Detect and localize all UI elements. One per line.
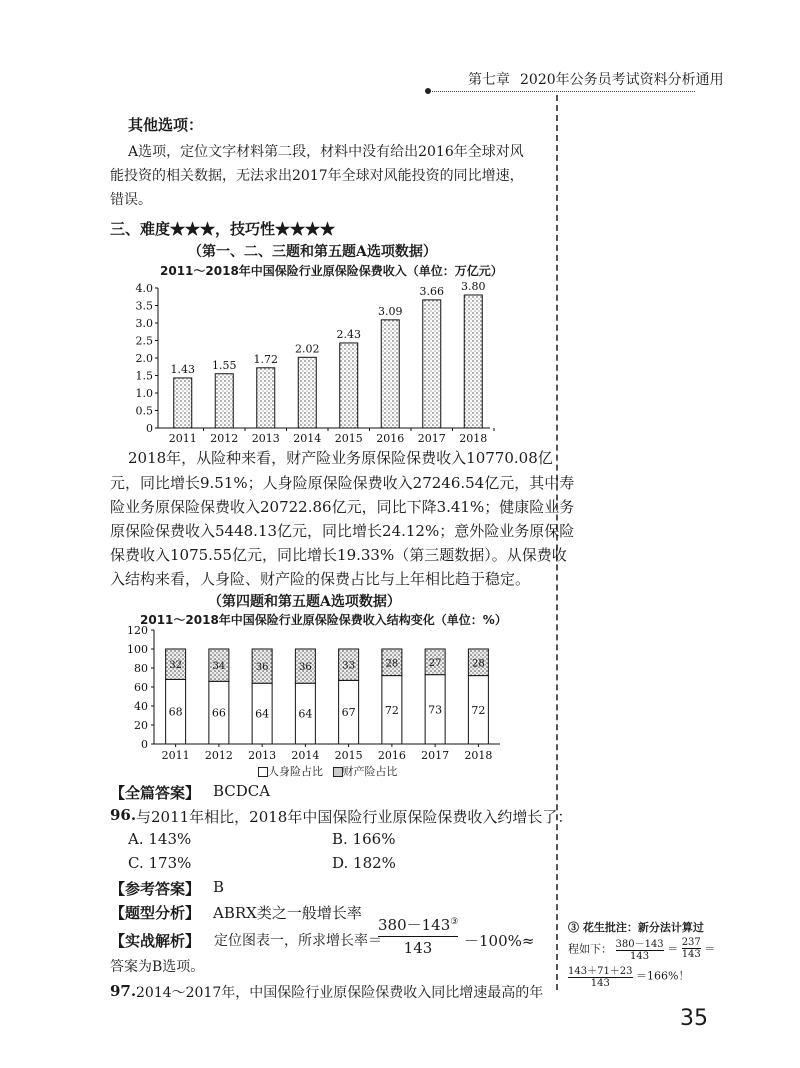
- chart2-x-tick-label: 2014: [291, 749, 320, 762]
- chart2-y-tick-label: 100: [127, 643, 148, 656]
- chart1-bar: [257, 368, 275, 428]
- text-line-2: 元，同比增长9.51%；人身险原保险保费收入27246.54亿元，其中寿: [110, 474, 575, 492]
- chart1-y-tick-label: 1.5: [135, 369, 153, 383]
- q96-option-a: A. 143%: [128, 830, 192, 848]
- chart2-x-tick-label: 2011: [161, 749, 190, 762]
- side-note-title: ③ 花生批注：新分法计算过: [568, 921, 704, 934]
- chart1-bar: [215, 374, 233, 428]
- q96-type-value: ABRX类之一般增长率: [213, 904, 362, 922]
- section-heading: 三、难度★★★，技巧性★★★★: [110, 220, 336, 238]
- side-frac2-num: 237: [681, 937, 701, 948]
- chart1-bar: [174, 378, 192, 428]
- chart2-x-tick-label: 2017: [421, 749, 450, 762]
- chart1-y-tick-label: 4.0: [135, 282, 153, 295]
- q97-number: 97.: [110, 982, 137, 1000]
- chart1-value-label: 1.72: [253, 352, 278, 366]
- chart1-y-tick-label: 0: [146, 422, 153, 435]
- chart1-y-tick-label: 2.5: [135, 334, 153, 348]
- side-note-eq1: ＝: [667, 942, 679, 956]
- q96-type-label: 【题型分析】: [110, 904, 201, 922]
- chart2-value-person: 68: [168, 705, 183, 719]
- side-frac3-num: 143＋71＋23: [568, 962, 633, 978]
- chart1-bar: [464, 295, 482, 428]
- chart2-value-property: 34: [212, 661, 226, 673]
- chart2-y-tick-label: 80: [134, 662, 148, 675]
- chart1-y-tick-label: 2.0: [135, 352, 153, 365]
- chart1-y-tick-label: 3.5: [135, 299, 153, 313]
- chapter-label: 第七章: [468, 72, 510, 88]
- chart1-value-label: 1.55: [212, 358, 237, 372]
- chart1-bar: [381, 320, 399, 428]
- q96-option-c: C. 173%: [128, 854, 192, 872]
- full-answer-label: 【全篇答案】: [110, 784, 201, 802]
- chart1-value-label: 3.09: [378, 304, 403, 318]
- chart2-source-note: （第四题和第五题A选项数据）: [208, 594, 401, 610]
- q96-solve-label: 【实战解析】: [110, 932, 201, 950]
- side-frac1-den: 143: [630, 951, 650, 962]
- chart2-value-person: 72: [384, 703, 399, 717]
- chart2-legend: [258, 763, 398, 779]
- chart2-value-person: 64: [255, 707, 270, 721]
- side-note-frac-2: [682, 937, 701, 960]
- chart2-x-tick-label: 2015: [334, 749, 363, 762]
- chart2-y-tick-label: 40: [134, 700, 148, 713]
- chart1-y-tick-label: 0.5: [135, 404, 153, 418]
- chart1-y-tick-label: 3.0: [135, 317, 153, 330]
- chart1-x-tick-label: 2014: [293, 432, 322, 445]
- chart2-y-tick-label: 120: [127, 626, 148, 637]
- chart1-y-tick-label: 1.0: [135, 387, 153, 400]
- side-note-line-3: [568, 962, 690, 989]
- chart2-value-property: 28: [472, 658, 485, 670]
- q96-frac-num-wrap: [378, 914, 458, 937]
- chart2-title: 2011～2018年中国保险行业原保险保费收入结构变化（单位：%）: [140, 613, 507, 627]
- q96-number: 96.: [110, 806, 137, 824]
- side-note-line-2: [568, 935, 715, 962]
- page-number: 35: [680, 1006, 708, 1031]
- chart2-value-property: 36: [299, 662, 312, 674]
- side-note-frac-3: [568, 962, 633, 989]
- legend-swatch-property: [333, 767, 343, 777]
- chart1-bar: [340, 343, 358, 428]
- text-line-5: 保费收入1075.55亿元，同比增长19.33%（第三题数据）。从保费收: [110, 546, 567, 564]
- chart2-x-tick-label: 2016: [377, 749, 406, 762]
- chart1-value-label: 2.02: [295, 342, 320, 356]
- side-frac1-num: 380－143: [616, 935, 664, 951]
- chart1-bar: [423, 300, 441, 428]
- chart2-value-property: 32: [169, 660, 182, 672]
- chart2-value-property: 33: [342, 660, 355, 672]
- chart2-value-person: 72: [471, 703, 486, 717]
- chart1-value-label: 3.66: [419, 284, 444, 298]
- legend-label-person: 人身险占比: [268, 765, 323, 778]
- q96-fraction: [378, 914, 458, 957]
- text-line-6: 入结构来看，人身险、财产险的保费占比与上年相比趋于稳定。: [110, 570, 531, 588]
- chart1-x-tick-label: 2016: [376, 432, 405, 445]
- side-note-result: ＝166%！: [636, 969, 690, 983]
- chart2-x-tick-label: 2013: [248, 749, 277, 762]
- chart2-value-person: 67: [341, 706, 356, 720]
- chart2-value-person: 64: [298, 707, 313, 721]
- chart1-value-label: 2.43: [336, 327, 361, 341]
- chart2-value-property: 27: [428, 657, 442, 669]
- chart2-value-property: 28: [385, 658, 399, 670]
- other-options-line-1: A选项，定位文字材料第二段，材料中没有给出2016年全球对风: [128, 144, 524, 160]
- chart1-x-tick-label: 2018: [459, 432, 488, 445]
- side-note-prefix: 程如下：: [568, 942, 612, 956]
- chart1-source-note: （第一、二、三题和第五题A选项数据）: [188, 244, 437, 260]
- other-options-title: 其他选项：: [128, 116, 204, 134]
- text-line-1: 2018年，从险种来看，财产险业务原保险保费收入10770.08亿: [128, 449, 553, 467]
- side-note-eq2: ＝: [704, 942, 716, 956]
- book-title: 2020年公务员考试资料分析通用: [520, 72, 724, 88]
- other-options-line-2: 能投资的相关数据，无法求出2017年全球对风能投资的同比增速，: [110, 168, 524, 184]
- margin-divider: [556, 95, 558, 990]
- chart1-title: 2011～2018年中国保险行业原保险保费收入（单位：万亿元）: [160, 264, 503, 278]
- q96-option-d: D. 182%: [332, 854, 396, 872]
- side-frac2-den: 143: [681, 949, 701, 960]
- chart2-value-property: 36: [255, 662, 269, 674]
- side-note-frac-1: [616, 935, 664, 962]
- chart1-value-label: 3.80: [461, 280, 486, 293]
- chart1-x-tick-label: 2013: [251, 432, 280, 445]
- q96-frac-den: 143: [403, 939, 433, 957]
- q96-ref-value: B: [213, 878, 225, 896]
- legend-label-property: 财产险占比: [342, 765, 398, 778]
- q96-stem: 与2011年相比，2018年中国保险行业原保险保费收入约增长了：: [136, 808, 573, 826]
- chart2-value-person: 73: [428, 703, 443, 717]
- text-line-4: 原保险保费收入5448.13亿元，同比增长24.12%；意外险业务原保险: [110, 522, 575, 540]
- chart1-x-tick-label: 2017: [417, 432, 446, 445]
- full-answer-value: BCDCA: [213, 782, 271, 800]
- chart2-value-person: 66: [211, 706, 226, 720]
- q96-ref-label: 【参考答案】: [110, 880, 201, 898]
- q96-option-b: B. 166%: [332, 830, 396, 848]
- q96-solve-pre: 定位图表一，所求增长率＝: [214, 933, 382, 949]
- header-dot: [425, 88, 431, 94]
- chart2-y-tick-label: 20: [134, 719, 148, 732]
- other-options-line-3: 错误。: [110, 192, 152, 208]
- legend-swatch-person: [258, 767, 268, 777]
- text-line-3: 险业务原保险保费收入20722.86亿元，同比下降3.41%；健康险业务: [110, 498, 575, 516]
- side-frac3-den: 143: [590, 978, 610, 989]
- chart1-svg: [120, 276, 500, 450]
- q96-solve-post: －100%≈: [464, 932, 535, 950]
- q96-frac-num: 380－143: [378, 916, 451, 934]
- header-rule: [432, 91, 695, 92]
- q97-stem: 2014～2017年，中国保险行业原保险保费收入同比增速最高的年: [136, 985, 544, 1001]
- chart1-x-tick-label: 2012: [210, 432, 239, 445]
- chart2-x-tick-label: 2012: [204, 749, 233, 762]
- chart1-x-tick-label: 2015: [334, 432, 363, 445]
- chart2-svg: [118, 626, 508, 784]
- chart1-value-label: 1.43: [170, 362, 195, 376]
- chart2-x-tick-label: 2018: [464, 749, 493, 762]
- chart2-y-tick-label: 60: [134, 681, 148, 694]
- q96-frac-sup: ③: [450, 917, 459, 927]
- chart1-bar: [298, 357, 316, 428]
- chart1-x-tick-label: 2011: [168, 432, 197, 445]
- q96-conclusion: 答案为B选项。: [110, 959, 205, 975]
- chart2-y-tick-label: 0: [141, 738, 148, 751]
